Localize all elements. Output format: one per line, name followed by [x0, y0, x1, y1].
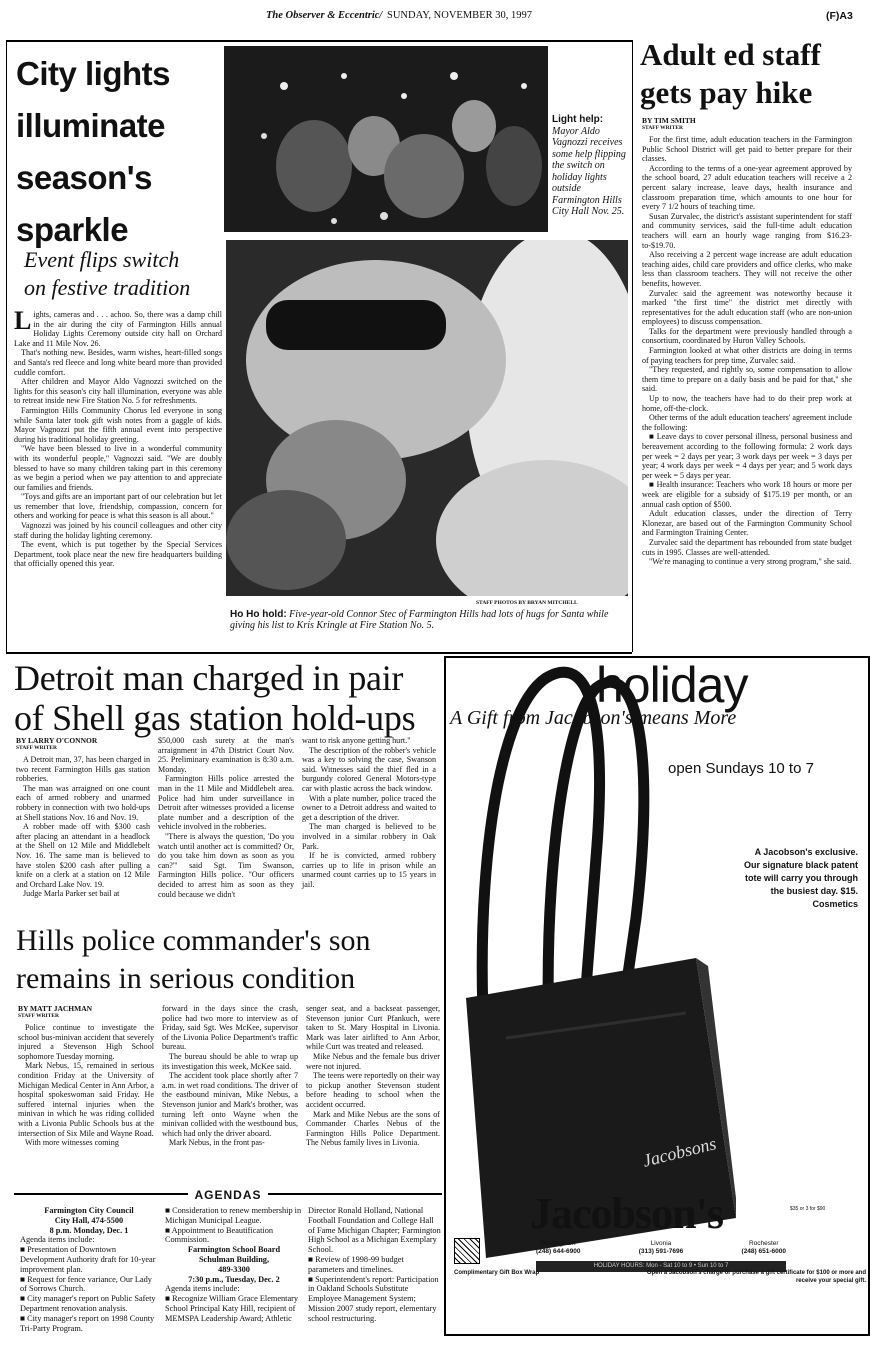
- ad-charge-offer: Open a Jacobson's charge or purchase a gift certificate for $100 or more and receive your special gift.: [646, 1270, 866, 1284]
- adulted-body: [642, 116, 852, 567]
- paragraph: "We have been blessed to live in a wonderful community with its wonderful people," Vagnozzi said. "We are doubly blessed to have so many children taking part in this ceremony as we begin a period when we pay attention to and appreciate our families and friends.: [14, 444, 222, 492]
- paragraph: Susan Zurvalec, the district's assistant superintendent for staff and community services, said the full-time adult education teachers will earn an hourly wage ranging from $16.23-to-$19.70.: [642, 211, 852, 250]
- divider: [6, 652, 632, 654]
- ad-giftwrap: Complimentary Gift Box Wrap: [454, 1270, 540, 1276]
- paragraph: forward in the days since the crash, police had two more to interview as of Friday, said Sgt. Wes McKee, supervisor of the Livonia Police Department's traffic bureau.: [162, 1004, 298, 1052]
- photo-mayor-illustration: [224, 46, 548, 232]
- paragraph: The description of the robber's vehicle was a key to solving the case, Swanson said. Witnesses said the thief fled in a burgundy colored General Motors-type car with plastic across the back window.: [302, 745, 436, 793]
- paragraph: Zurvalec said the agreement was noteworthy because it marked "the first time" the district met directly with representatives for the adult education staff (who are non-union employees) to discuss compensation.: [642, 288, 852, 327]
- lights-photo-santa: [226, 240, 628, 596]
- paragraph: Mark and Mike Nebus are the sons of Commander Charles Nebus of the Farmington Hills Police Department. The Nebus family lives in Livonia.: [306, 1109, 440, 1148]
- paragraph: "Toys and gifts are an important part of our celebration but let us remember that love, friendship, compassion, concern for others and working for peace is what this season is all about.": [14, 492, 222, 521]
- ad-exclusive: A Jacobson's exclusive. Our signature black patent tote will carry you through the busiest day. $15. Cosmetics: [743, 847, 858, 909]
- photo-santa-illustration: [226, 240, 628, 596]
- paragraph: Up to now, the teachers have had to do their prep work at home, off-the-clock.: [642, 394, 852, 413]
- police-col-3: [306, 1004, 440, 1148]
- ad-tagline: A Gift from Jacobson's means More: [450, 707, 737, 729]
- ad-holiday: holiday: [596, 657, 748, 713]
- detroit-col-3: [302, 736, 436, 890]
- header-page-number: (F)A3: [826, 10, 853, 22]
- paragraph: ■ Leave days to cover personal illness, personal business and bereavement according to the following formula: 2 work days per week = 2 days per year; 3 work days per week = 3 days per year; 4 work days per week = 4 days per year; and 5 work days per week = 5 days per year.: [642, 432, 852, 480]
- jacobsons-logo: Jacobson's: [530, 1189, 723, 1238]
- jacobsons-ad: [444, 656, 870, 1336]
- paragraph: Vagnozzi was joined by his council colleagues and other city staff during the holiday lighting ceremony.: [14, 521, 222, 540]
- paragraph: ■ Health insurance: Teachers who work 18 hours or more per week are eligible for a subsidy of $175.19 per month, or an annual cash option of $500.: [642, 480, 852, 509]
- adulted-headline: Adult ed staff gets pay hike: [640, 37, 821, 110]
- photo-credit: STAFF PHOTOS BY BRYAN MITCHELL: [476, 600, 578, 606]
- police-headline: Hills police commander's son remains in serious condition: [16, 924, 371, 995]
- drop-cap: L: [14, 306, 32, 335]
- paragraph: Judge Marla Parker set bail at: [23, 889, 120, 899]
- detroit-col-1: [16, 736, 150, 899]
- lights-caption-2: Ho Ho hold: Five-year-old Connor Stec of Farmington Hills had lots of hugs for Santa while giving his list to Kris Kringle at Fire Station No. 5.: [230, 609, 609, 631]
- paragraph: With a plate number, police traced the owner to a Detroit address and waited to get a description of the driver.: [302, 793, 436, 822]
- detroit-col-2: [158, 736, 294, 899]
- paragraph: A robber made off with $300 cash after placing an attendant in a headlock at the Shell on 12 Mile and Middlebelt Nov. 16. The same man is believed to have stolen $200 cash after pulling a knife on a clerk at a station on 12 Mile and Orchard Lake Nov. 19.: [16, 822, 150, 889]
- paragraph: Farmington Hills police arrested the man in the 11 Mile and Middlebelt area. Police had him under surveillance in Detroit after witnesses provided a license plate number and a description of the vehicle involved in the robberies.: [158, 774, 294, 832]
- paragraph: After children and Mayor Aldo Vagnozzi switched on the lights for this season's city hall illumination, everyone was able to retreat inside new Fire Station No. 5 for refreshments.: [14, 377, 222, 406]
- paragraph: Farmington looked at what other districts are doing in terms of paying teachers for prep time, Zurvalec said.: [642, 346, 852, 365]
- paragraph: $50,000 cash surety at the man's arraignment in 47th District Court Nov. 25. Preliminary examination is 8:30 a.m. Monday.: [158, 736, 294, 774]
- paragraph: The event, which is put together by the Special Services Department, took place near the new fire headquarters building that officially opened this year.: [14, 540, 222, 569]
- store-rochester: Rochester (248) 651-6000: [741, 1240, 786, 1255]
- paragraph: "They requested, and rightly so, some compensation to allow them time to prepare on a daily basis and be paid for that," she said.: [642, 365, 852, 394]
- paragraph: Mark Nebus, in the front pas-: [169, 1138, 265, 1148]
- paragraph: Adult education classes, under the direction of Terry Klonezar, are based out of the Farmington Community School and Farmington Training Center.: [642, 509, 852, 538]
- paragraph: Talks for the department were previously handled through a consortium, coordinated by Huron Valley Schools.: [642, 326, 852, 346]
- lights-subhead: Event flips switch on festive tradition: [24, 247, 191, 300]
- paragraph: With more witnesses coming: [25, 1138, 119, 1148]
- agendas-col-3: Director Ronald Holland, National Football Foundation and College Hall of Fame Michigan Chapter; Farmington High School as a Michigan Exemplary School. ■ Review of 1998-99 budget parameters and timelines. ■ Superintendent's report: Participation in Oakland Schools Substitute Employee Management System; Mission 2007 study report, elementary school restructuring.: [308, 1206, 441, 1323]
- paragraph: The man was arraigned on one count each of armed robbery and unarmed robbery in connection with two hold-ups at Shell stations Nov. 16 and Nov. 19.: [16, 783, 150, 822]
- detroit-byline: BY LARRY O'CONNOR STAFF WRITER: [16, 736, 98, 751]
- header-paper: The Observer & Eccentric/: [266, 10, 383, 21]
- paragraph: The teens were reportedly on their way to pickup another Stevenson student before heading to school when the accident occurred.: [306, 1071, 440, 1109]
- paragraph: The bureau should be able to wrap up its investigation this week, McKee said.: [162, 1051, 298, 1071]
- agendas-col-1: Farmington City Council City Hall, 474-5500 8 p.m. Monday, Dec. 1 Agenda items include: ■ Presentation of Downtown Development Authority draft for 10-year improvement plan. ■ Request for fence variance, Our Lady of Sorrows Church. ■ City manager's report on Public Safety Department renovation analysis. ■ City manager's report on 1998 County Tri-Party Program.: [20, 1206, 156, 1333]
- header-date: SUNDAY, NOVEMBER 30, 1997: [387, 10, 532, 21]
- paragraph: "We're managing to continue a very strong program," she said.: [649, 557, 852, 567]
- police-col-2: [162, 1004, 298, 1148]
- paragraph: Mike Nebus and the female bus driver were not injured.: [306, 1051, 440, 1071]
- store-list: [536, 1240, 786, 1256]
- lights-caption-1: Light help: Mayor Aldo Vagnozzi receives some help flipping the switch on holiday lights outside Farmington Hills City Hall Nov. 25.: [552, 114, 626, 217]
- paragraph: Police continue to investigate the school bus-minivan accident that severely injured a Stevenson High School sophomore Tuesday morning.: [18, 1023, 154, 1061]
- paragraph: Mark Nebus, 15, remained in serious condition Friday at the University of Michigan Medical Center in Ann Arbor, a hospital spokeswoman said Friday. He suffered internal injuries when the minivan in which he was riding collided with a Livonia Public Schools bus at the intersection of Six Mile and Wayne Road.: [18, 1061, 154, 1138]
- police-col-1: [18, 1004, 154, 1148]
- paragraph: The man charged is believed to be involved in a similar robbery in Oak Park.: [302, 822, 436, 851]
- paragraph: Also receiving a 2 percent wage increase are adult education teaching aides, child care providers and office clerks, who make less than classroom teachers. They will not receive the other benefits, however.: [642, 250, 852, 288]
- bag-logo: Jacobsons: [640, 1133, 719, 1171]
- detroit-headline: Detroit man charged in pair of Shell gas station hold-ups: [14, 658, 416, 738]
- paragraph: If he is convicted, armed robbery carries up to life in prison while an unarmed count carries up to 15 years in jail.: [302, 851, 436, 889]
- lights-photo-mayor: [224, 46, 548, 232]
- agendas-title: AGENDAS: [14, 1186, 442, 1204]
- paragraph: A Detroit man, 37, has been charged in two recent Farmington Hills gas station robberies.: [16, 755, 150, 784]
- paragraph: Other terms of the adult education teachers' agreement include the following:: [642, 413, 852, 432]
- paragraph: want to risk anyone getting hurt.": [302, 736, 411, 745]
- paragraph: That's nothing new. Besides, warm wishes, heart-filled songs and Santa's red fleece and long white beard more than provided cuddle comfort.: [14, 348, 222, 377]
- page-header: [0, 10, 876, 24]
- ad-price-note: $35 or 3 for $90: [790, 1206, 826, 1212]
- divider: [632, 40, 633, 652]
- lights-headline: City lights illuminate season's sparkle: [16, 55, 171, 248]
- paragraph: The accident took place shortly after 7 a.m. in wet road conditions. The driver of the eastbound minivan, Mike Nebus, a Stevenson junior and Mark's brother, was turning left onto Wayne when the minivan collided with the westbound bus, which had only the driver aboard.: [162, 1071, 298, 1138]
- paragraph: According to the terms of a one-year agreement approved by the school board, 27 adult education teachers will receive a 2 percent salary increase, leave days, health insurance and classroom preparation time, which amounts to one hour for every 7 1/2 hours of teaching time.: [642, 163, 852, 212]
- adulted-byline: BY TIM SMITH STAFF WRITER: [642, 116, 696, 131]
- ad-hours: open Sundays 10 to 7: [668, 760, 814, 777]
- lights-body: [14, 306, 222, 569]
- store-livonia: Livonia (313) 591-7696: [638, 1240, 684, 1255]
- store-birmingham: Birmingham (248) 644-6900: [536, 1240, 581, 1255]
- lights-first-paragraph: Lights, cameras and . . . achoo. So, there was a damp chill in the air during the city of Farmington Hills annual Holiday Lights Ceremony outside city hall on Orchard Lake and 11 Mile Nov. 26.: [14, 306, 222, 348]
- ad-hours-bar: HOLIDAY HOURS: Mon - Sat 10 to 9 • Sun 10 to 7: [536, 1261, 786, 1272]
- divider: [6, 40, 632, 42]
- paragraph: Zurvalec said the department has rebounded from state budget cuts in 1995. Classes are well-attended.: [642, 537, 852, 557]
- agendas-col-2: ■ Consideration to renew membership in Michigan Municipal League. ■ Appointment to Beautification Commission. Farmington School Board Schulman Building, 489-3300 7:30 p.m., Tuesday, Dec. 2 Agenda items include: ■ Recognize William Grace Elementary School Principal Katy Hill, recipient of MEMSPA Leadership Award; Athletic: [165, 1206, 302, 1323]
- gift-box-icon: [454, 1238, 480, 1264]
- divider: [6, 40, 7, 652]
- police-byline: BY MATT JACHMAN STAFF WRITER: [18, 1004, 93, 1019]
- paragraph: senger seat, and a backseat passenger, Stevenson junior Curt Pfankuch, were taken to St. Mary Hospital in Livonia. Mark was later airlifted to Ann Arbor, while Curt was treated and released.: [306, 1004, 440, 1052]
- paragraph: For the first time, adult education teachers in the Farmington Public School District will get paid to better prepare for their classes.: [642, 135, 852, 164]
- paragraph: "There is always the question, 'Do you watch until another act is committed? Or, do you take him down as soon as you can?'" said Sgt. Tim Swanson, Farmington Hills police. "Our officers decided to arrest him as soon as they could because we didn't: [158, 831, 294, 899]
- paragraph: Farmington Hills Community Chorus led everyone in song while Santa later took gift wish notes from a gaggle of kids. Mayor Vagnozzi put the fifth annual event into perspective during his traditional holiday greeting.: [14, 405, 222, 444]
